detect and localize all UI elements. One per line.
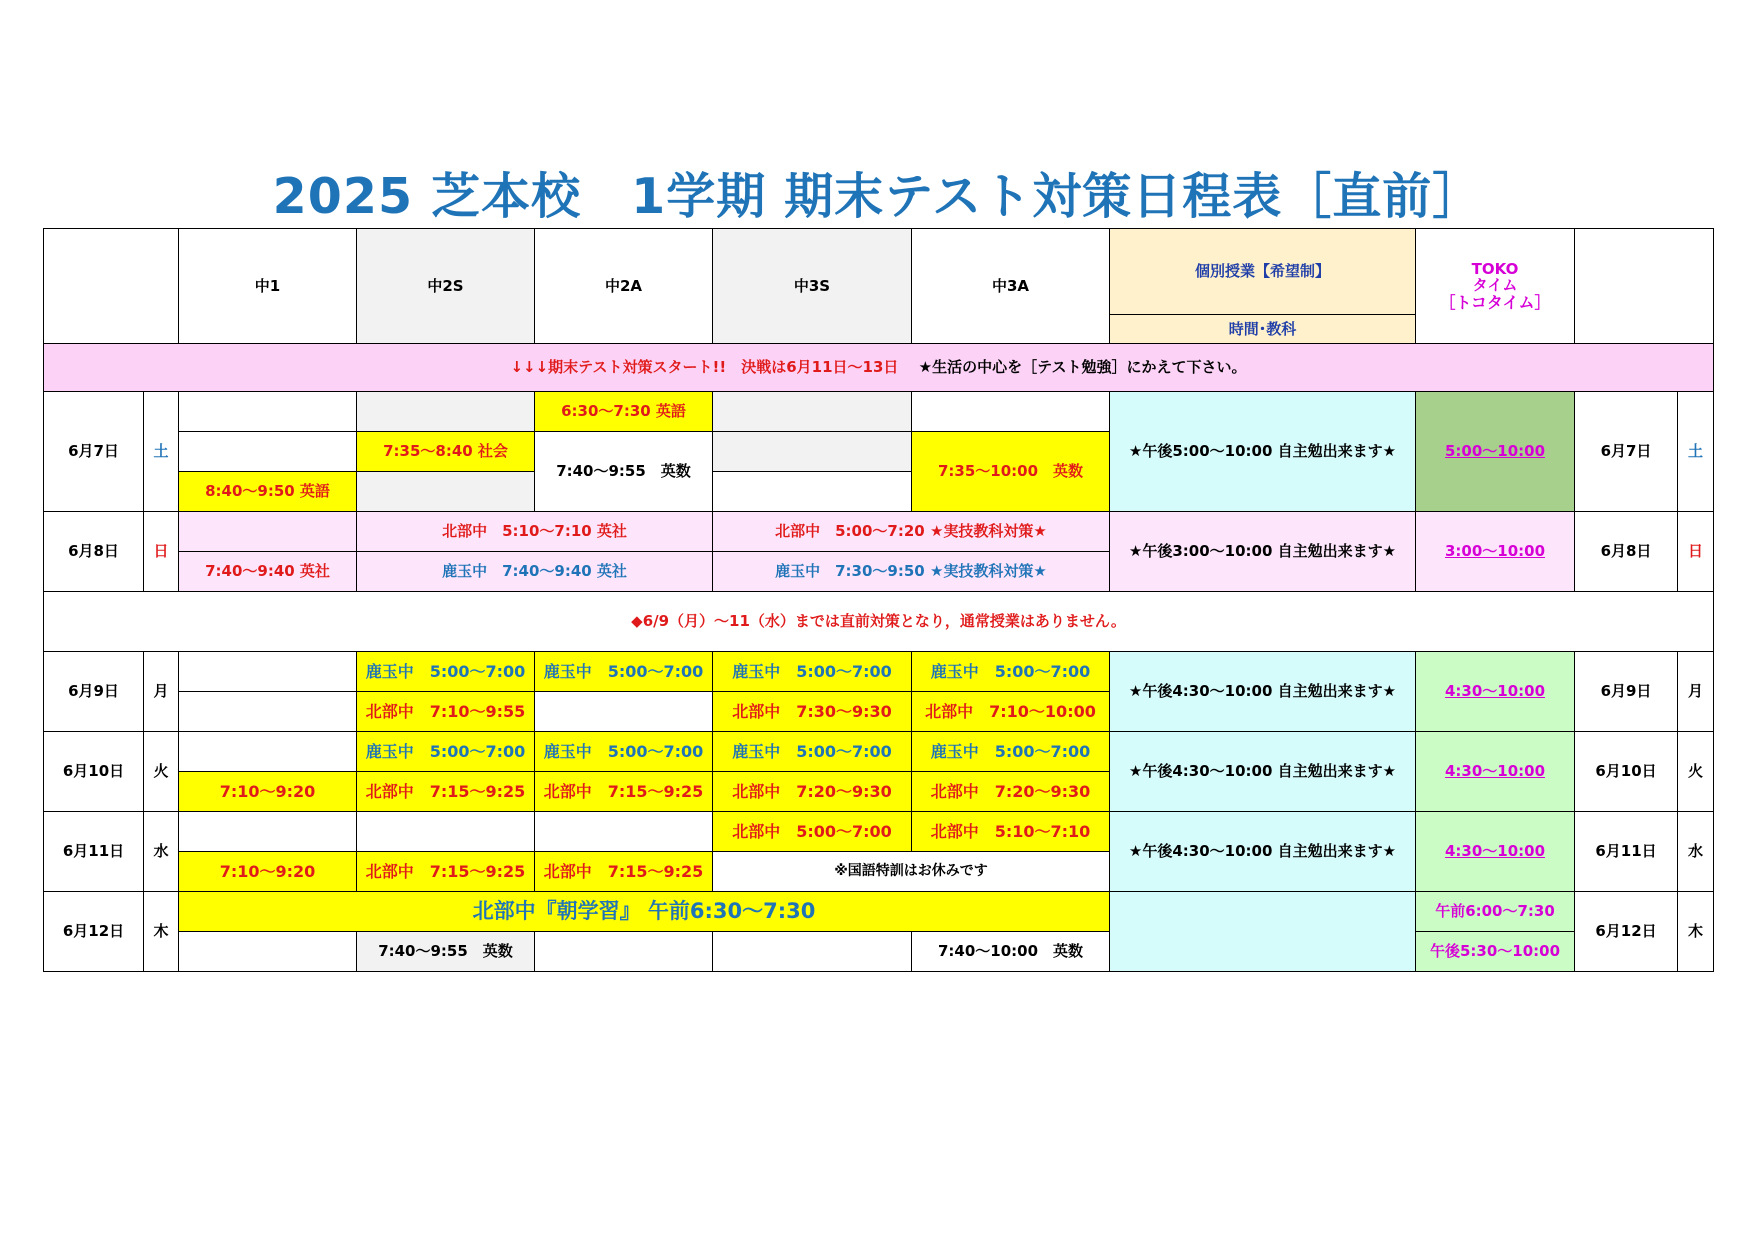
d10-c3s-r2: 北部中 7:20～9:30 [713, 772, 912, 812]
d7-jishu: ★午後5:00～10:00 自主勉出来ます★ [1110, 392, 1416, 512]
d12-dow-right: 木 [1678, 892, 1714, 972]
header-toko-title: TOKO [1471, 259, 1519, 278]
d12-c2s-r2: 7:40～9:55 英数 [357, 932, 535, 972]
d11-c2s-r2: 北部中 7:15～9:25 [357, 852, 535, 892]
d11-c1-r1 [179, 812, 357, 852]
d11-jishu: ★午後4:30～10:00 自主勉出来ます★ [1110, 812, 1416, 892]
d8-toko: 3:00～10:00 [1416, 512, 1575, 592]
header-corner-right [1575, 229, 1714, 344]
d8-c3-r2: 鹿玉中 7:30～9:50 ★実技教科対策★ [713, 552, 1110, 592]
d10-dow: 火 [144, 732, 179, 812]
d11-dow: 水 [144, 812, 179, 892]
d7-c2s-r2: 7:35～8:40 社会 [357, 432, 535, 472]
banner-black-text: ★生活の中心を［テスト勉強］にかえて下さい。 [918, 358, 1247, 377]
d9-date-right: 6月9日 [1575, 652, 1678, 732]
d7-c1-r1 [179, 392, 357, 432]
d10-c1-r1 [179, 732, 357, 772]
d10-c3a-r1: 鹿玉中 5:00～7:00 [912, 732, 1110, 772]
d8-jishu: ★午後3:00～10:00 自主勉出来ます★ [1110, 512, 1416, 592]
notice-row: ◆6/9（月）～11（水）までは直前対策となり，通常授業はありません。 [44, 592, 1714, 652]
d11-date-right: 6月11日 [1575, 812, 1678, 892]
d9-dow-right: 月 [1678, 652, 1714, 732]
d10-c2s-r1: 鹿玉中 5:00～7:00 [357, 732, 535, 772]
d7-c1-r2 [179, 432, 357, 472]
d9-c1-r2 [179, 692, 357, 732]
d7-c3a-r2: 7:35～10:00 英数 [912, 432, 1110, 512]
d7-c2s-r1 [357, 392, 535, 432]
page-title: 2025 芝本校 1学期 期末テスト対策日程表［直前］ [272, 168, 1483, 225]
d7-dow-right: 土 [1678, 392, 1714, 512]
banner-red-text: ↓↓↓期末テスト対策スタート!! 決戦は6月11日～13日 [510, 358, 899, 377]
d8-dow-right: 日 [1678, 512, 1714, 592]
d8-c1-r2: 7:40～9:40 英社 [179, 552, 357, 592]
header-kobetsu: 個別授業【希望制】 [1110, 229, 1416, 315]
header-kobetsu-sub: 時間･教科 [1110, 315, 1416, 344]
d10-jishu: ★午後4:30～10:00 自主勉出来ます★ [1110, 732, 1416, 812]
schedule-table [43, 228, 1714, 972]
d7-c3s-r1 [713, 392, 912, 432]
d12-toko-am: 午前6:00～7:30 [1416, 892, 1575, 932]
d11-c2a-r1 [535, 812, 713, 852]
d9-dow: 月 [144, 652, 179, 732]
d10-c2s-r2: 北部中 7:15～9:25 [357, 772, 535, 812]
d9-toko: 4:30～10:00 [1416, 652, 1575, 732]
d10-date: 6月10日 [44, 732, 144, 812]
d9-date: 6月9日 [44, 652, 144, 732]
header-corner-left [44, 229, 179, 344]
d9-c1-r1 [179, 652, 357, 692]
d11-c1-r2: 7:10～9:20 [179, 852, 357, 892]
d10-dow-right: 火 [1678, 732, 1714, 812]
start-banner [44, 344, 1714, 392]
header-grade-2a: 中2A [535, 229, 713, 344]
d10-c3s-r1: 鹿玉中 5:00～7:00 [713, 732, 912, 772]
d9-c2a-r1: 鹿玉中 5:00～7:00 [535, 652, 713, 692]
d12-c3a-r2: 7:40～10:00 英数 [912, 932, 1110, 972]
d11-c2s-r1 [357, 812, 535, 852]
d7-dow: 土 [144, 392, 179, 512]
d7-c3s-r2 [713, 432, 912, 472]
d8-dow: 日 [144, 512, 179, 592]
d12-date-right: 6月12日 [1575, 892, 1678, 972]
d7-c1-r3: 8:40～9:50 英語 [179, 472, 357, 512]
d12-c2a-r2 [535, 932, 713, 972]
d11-toko: 4:30～10:00 [1416, 812, 1575, 892]
d9-c3s-r2: 北部中 7:30～9:30 [713, 692, 912, 732]
d7-date-right: 6月7日 [1575, 392, 1678, 512]
d9-c3a-r1: 鹿玉中 5:00～7:00 [912, 652, 1110, 692]
d10-c3a-r2: 北部中 7:20～9:30 [912, 772, 1110, 812]
header-grade-2s: 中2S [357, 229, 535, 344]
d7-c2s-r3 [357, 472, 535, 512]
header-grade-3a: 中3A [912, 229, 1110, 344]
d10-c2a-r2: 北部中 7:15～9:25 [535, 772, 713, 812]
d9-c2s-r2: 北部中 7:10～9:55 [357, 692, 535, 732]
d12-asa-gakushu: 北部中『朝学習』 午前6:30～7:30 [179, 892, 1110, 932]
d9-c2a-r2 [535, 692, 713, 732]
d7-toko: 5:00～10:00 [1416, 392, 1575, 512]
d7-c2a-r1: 6:30～7:30 英語 [535, 392, 713, 432]
d8-date: 6月8日 [44, 512, 144, 592]
d11-c2a-r2: 北部中 7:15～9:25 [535, 852, 713, 892]
header-toko [1416, 229, 1575, 344]
d9-jishu: ★午後4:30～10:00 自主勉出来ます★ [1110, 652, 1416, 732]
d11-c3a-r1: 北部中 5:10～7:10 [912, 812, 1110, 852]
d12-date: 6月12日 [44, 892, 144, 972]
header-toko-sub: ［トコタイム］ [1439, 292, 1551, 312]
d8-c1-r1 [179, 512, 357, 552]
d8-date-right: 6月8日 [1575, 512, 1678, 592]
d7-c3s-r3 [713, 472, 912, 512]
d12-kobetsu [1110, 892, 1416, 972]
d9-c3s-r1: 鹿玉中 5:00～7:00 [713, 652, 912, 692]
d11-date: 6月11日 [44, 812, 144, 892]
header-toko-title2: タイム [1472, 276, 1518, 295]
d12-c1-r2 [179, 932, 357, 972]
d11-dow-right: 水 [1678, 812, 1714, 892]
d8-c3-r1: 北部中 5:00～7:20 ★実技教科対策★ [713, 512, 1110, 552]
d11-kokugo-note: ※国語特訓はお休みです [713, 852, 1110, 892]
d9-c2s-r1: 鹿玉中 5:00～7:00 [357, 652, 535, 692]
d7-c3a-r1 [912, 392, 1110, 432]
header-grade-1: 中1 [179, 229, 357, 344]
d8-c2-r1: 北部中 5:10～7:10 英社 [357, 512, 713, 552]
d10-date-right: 6月10日 [1575, 732, 1678, 812]
d9-c3a-r2: 北部中 7:10～10:00 [912, 692, 1110, 732]
d11-c3s-r1: 北部中 5:00～7:00 [713, 812, 912, 852]
d12-toko-pm: 午後5:30～10:00 [1416, 932, 1575, 972]
d10-c1-r2: 7:10～9:20 [179, 772, 357, 812]
d12-dow: 木 [144, 892, 179, 972]
d8-c2-r2: 鹿玉中 7:40～9:40 英社 [357, 552, 713, 592]
d7-c2a-r2: 7:40～9:55 英数 [535, 432, 713, 512]
header-grade-3s: 中3S [713, 229, 912, 344]
d10-toko: 4:30～10:00 [1416, 732, 1575, 812]
d10-c2a-r1: 鹿玉中 5:00～7:00 [535, 732, 713, 772]
d7-date: 6月7日 [44, 392, 144, 512]
d12-c3s-r2 [713, 932, 912, 972]
